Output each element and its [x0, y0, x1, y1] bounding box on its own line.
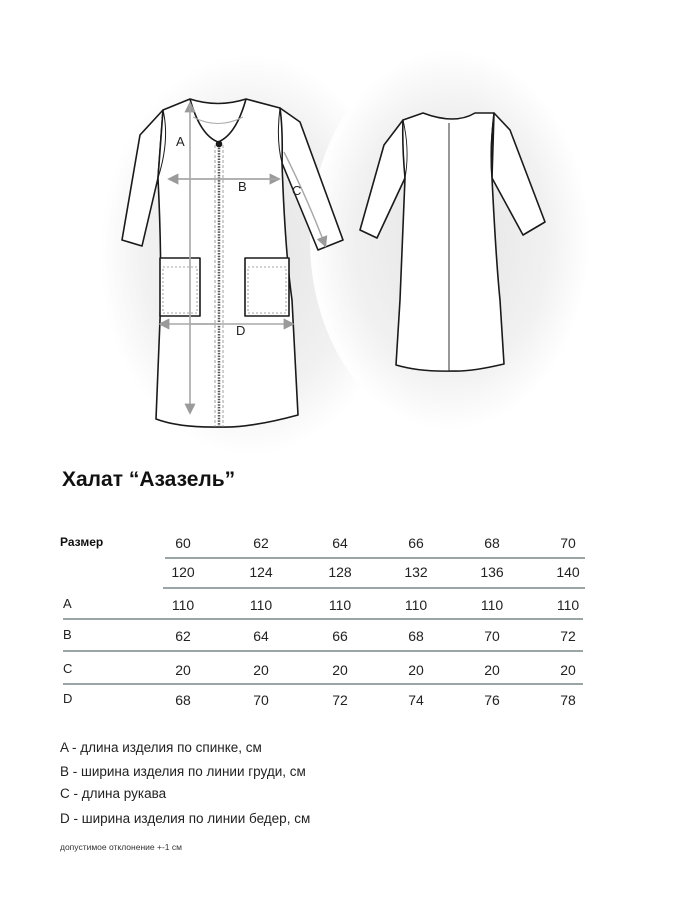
size-cell: 64 — [332, 535, 348, 551]
measure-cell: 110 — [249, 597, 273, 613]
measure-cell: 20 — [560, 662, 576, 678]
size-cell: 60 — [175, 535, 191, 551]
row-divider — [163, 587, 585, 589]
measure-cell: 64 — [253, 628, 269, 644]
size-cell: 66 — [408, 535, 424, 551]
chest-cell: 128 — [328, 564, 352, 580]
measure-cell: 66 — [332, 628, 348, 644]
size-cell: 68 — [484, 535, 500, 551]
measure-cell: 110 — [556, 597, 580, 613]
measure-cell: 110 — [480, 597, 504, 613]
zipper-pull — [217, 142, 222, 147]
row-label-c: C — [63, 661, 73, 676]
row-label-b: B — [63, 627, 72, 642]
tolerance-note: допустимое отклонение +-1 см — [60, 842, 182, 852]
chest-cell: 124 — [249, 564, 273, 580]
pocket-right — [245, 258, 289, 316]
size-header: Размер — [60, 535, 104, 549]
legend-item: A - длина изделия по спинке, см — [60, 740, 262, 755]
measure-cell: 78 — [560, 692, 576, 708]
chest-cell: 132 — [404, 564, 428, 580]
measure-cell: 20 — [332, 662, 348, 678]
row-divider — [165, 557, 585, 559]
measure-cell: 20 — [253, 662, 269, 678]
measure-cell: 62 — [175, 628, 191, 644]
dim-a-label: A — [176, 134, 185, 149]
measure-cell: 20 — [175, 662, 191, 678]
size-cell: 62 — [253, 535, 269, 551]
measure-cell: 74 — [408, 692, 424, 708]
measure-cell: 76 — [484, 692, 500, 708]
measure-cell: 110 — [404, 597, 428, 613]
dim-b-label: B — [238, 179, 247, 194]
back-body — [396, 113, 504, 371]
measure-cell: 20 — [408, 662, 424, 678]
measure-cell: 68 — [408, 628, 424, 644]
measure-cell: 72 — [332, 692, 348, 708]
dim-c-label: C — [292, 183, 302, 198]
measure-cell: 20 — [484, 662, 500, 678]
legend-item: B - ширина изделия по линии груди, см — [60, 764, 306, 779]
row-label-a: A — [63, 596, 72, 611]
chest-cell: 136 — [480, 564, 504, 580]
product-title: Халат “Азазель” — [62, 468, 236, 491]
legend-item: C - длина рукава — [60, 786, 167, 801]
measure-cell: 110 — [328, 597, 352, 613]
row-label-d: D — [63, 691, 73, 706]
dim-d-label: D — [236, 323, 246, 338]
size-cell: 70 — [560, 535, 576, 551]
measure-cell: 70 — [253, 692, 269, 708]
chest-cell: 140 — [556, 564, 580, 580]
row-divider — [63, 650, 583, 652]
row-divider — [63, 683, 583, 685]
legend-item: D - ширина изделия по линии бедер, см — [60, 811, 311, 826]
row-divider — [63, 618, 583, 620]
measure-cell: 72 — [560, 628, 576, 644]
chest-cell: 120 — [171, 564, 195, 580]
measure-cell: 68 — [175, 692, 191, 708]
measure-cell: 110 — [171, 597, 195, 613]
measure-cell: 70 — [484, 628, 500, 644]
